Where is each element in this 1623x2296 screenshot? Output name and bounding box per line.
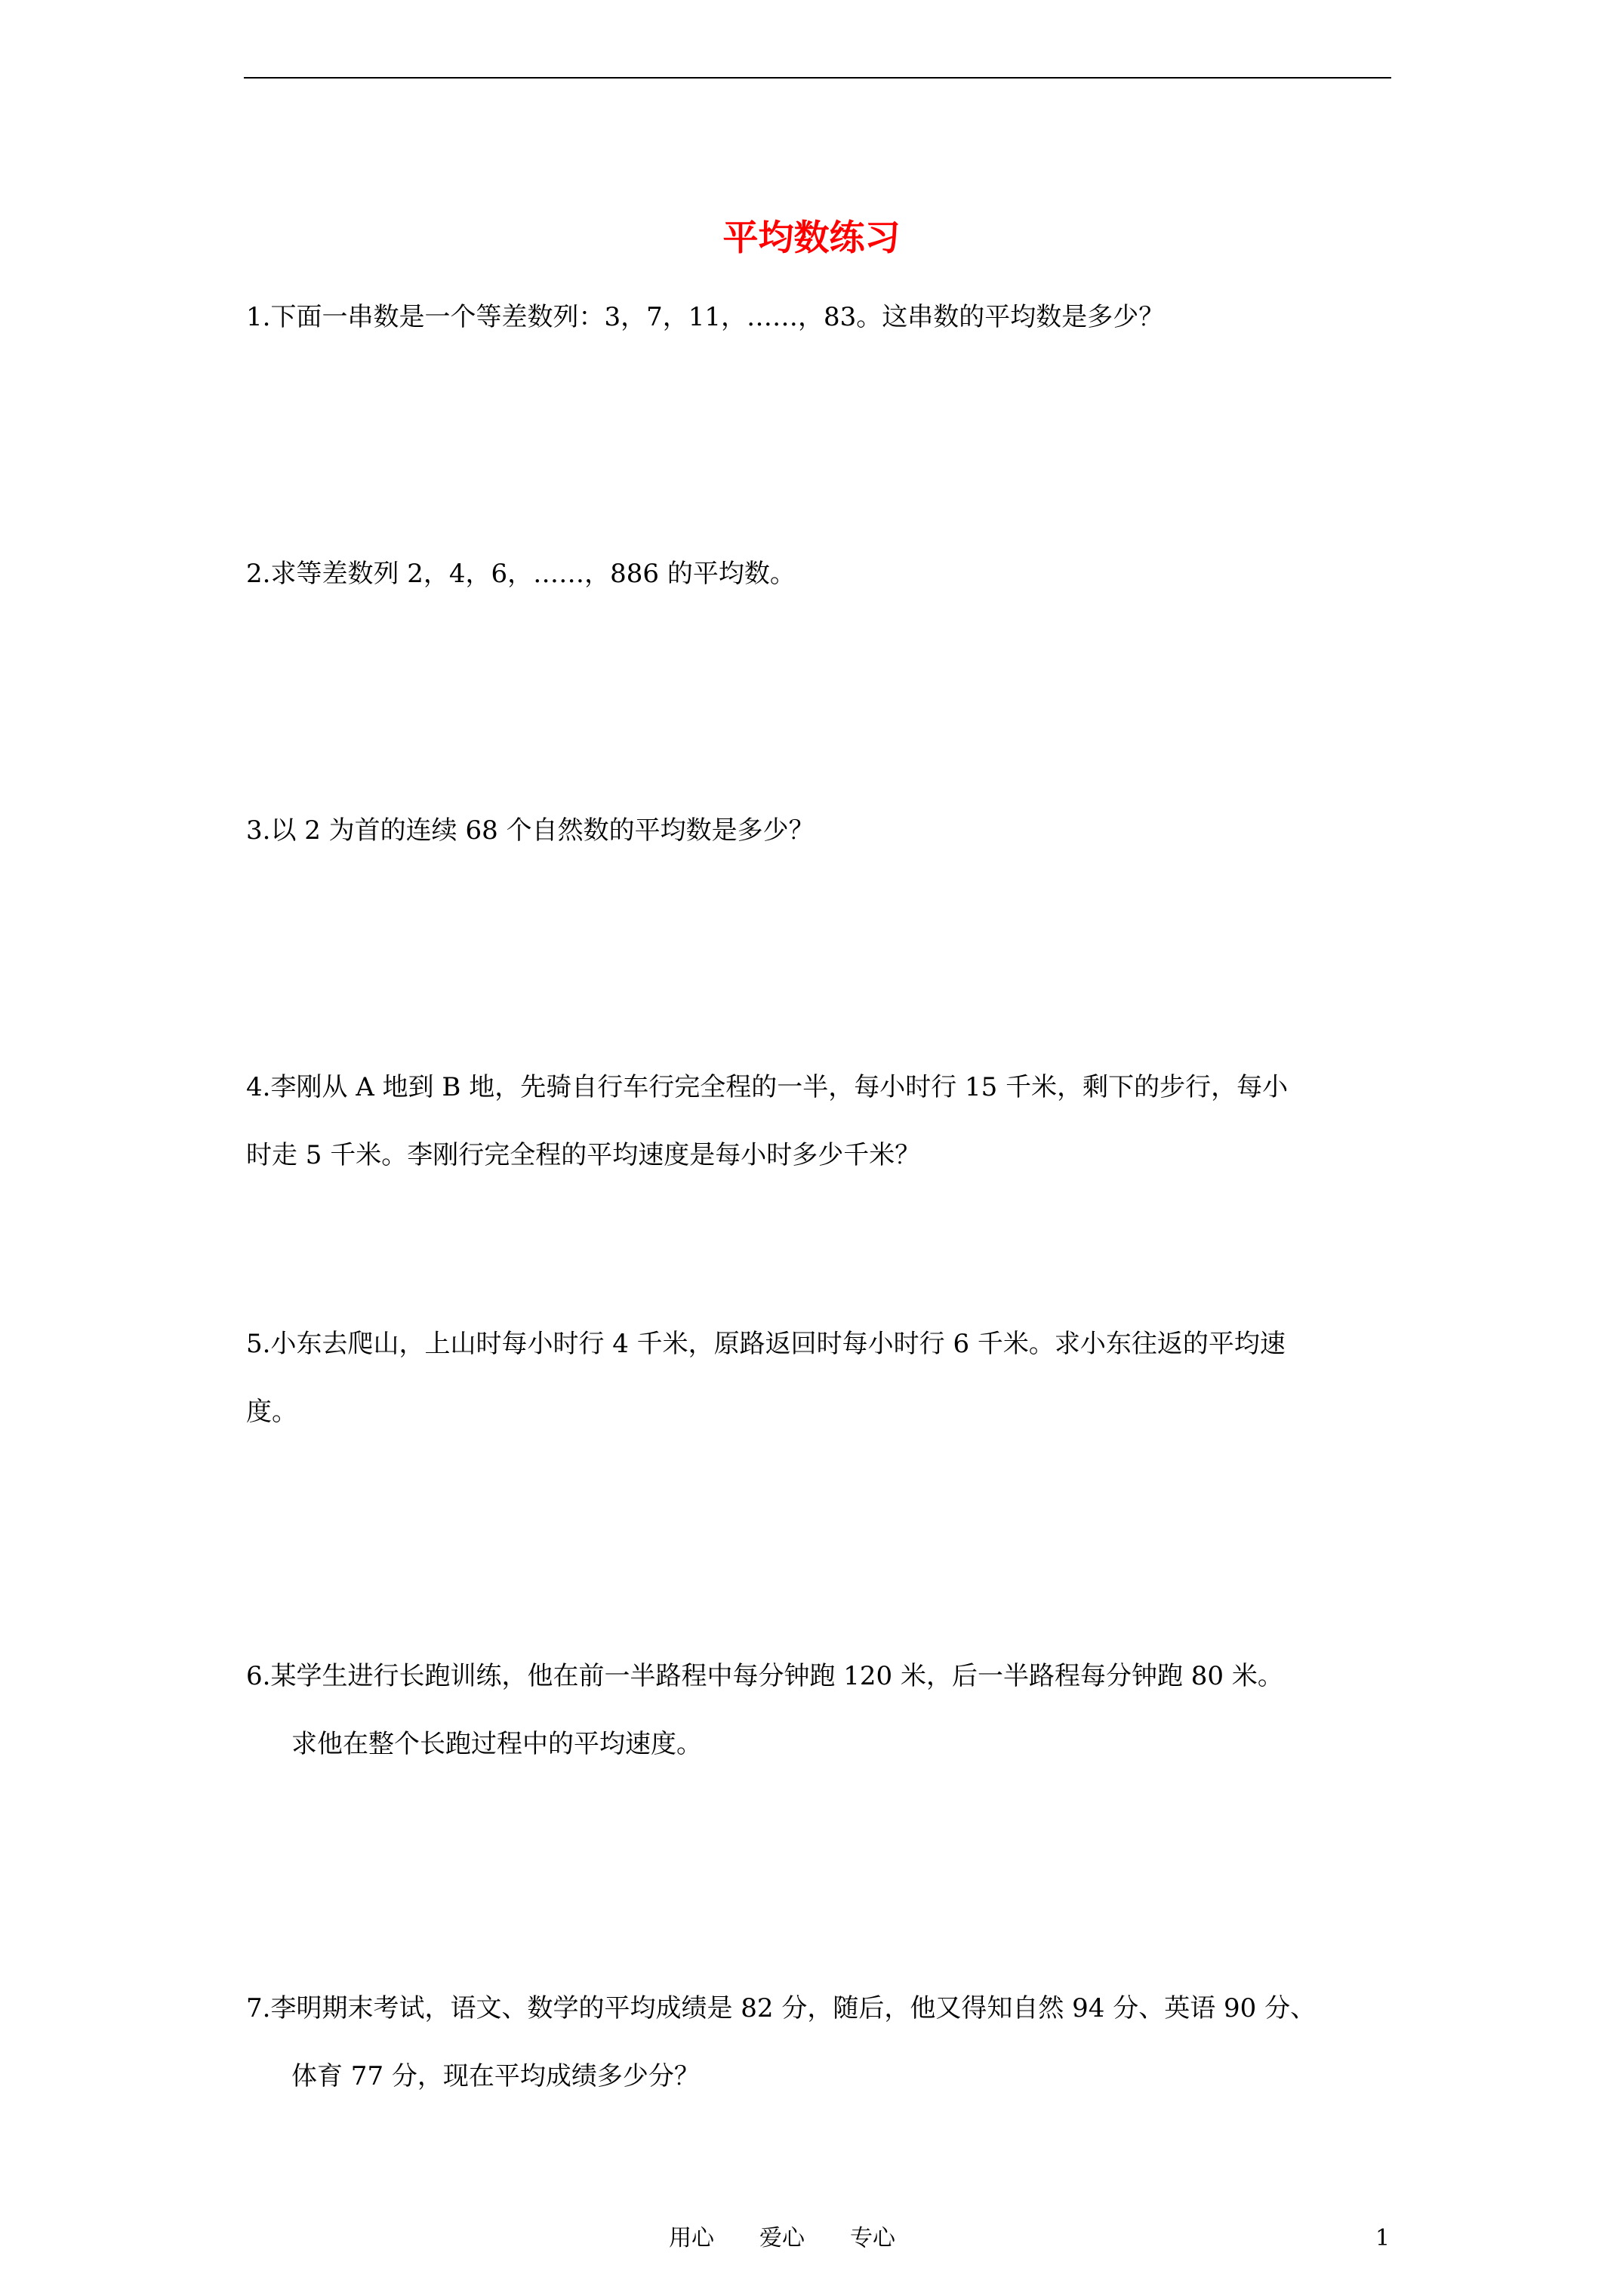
question-1-line-1: 1.下面一串数是一个等差数列：3，7，11，……，83。这串数的平均数是多少？ (246, 302, 1165, 332)
question-5-line-2: 度。 (246, 1397, 297, 1427)
question-6-line-1: 6.某学生进行长跑训练，他在前一半路程中每分钟跑 120 米，后一半路程每分钟跑 80 米。 (246, 1661, 1283, 1691)
question-4-line-1: 4.李刚从 A 地到 B 地，先骑自行车行完全程的一半，每小时行 15 千米，剩下的步行，每小 (246, 1072, 1289, 1102)
question-6-line-2: 求他在整个长跑过程中的平均速度。 (291, 1729, 702, 1759)
page-number: 1 (1375, 2225, 1390, 2251)
question-5 (246, 1310, 1394, 1446)
question-7-line-1: 7.李明期末考试，语文、数学的平均成绩是 82 分，随后，他又得知自然 94 分、英语 90 分、 (246, 1993, 1317, 2023)
question-7 (246, 1974, 1394, 2110)
question-4-line-2: 时走 5 千米。李刚行完全程的平均速度是每小时多少千米？ (246, 1140, 921, 1170)
question-1 (246, 283, 1394, 351)
question-2 (246, 540, 1394, 608)
header-rule (244, 77, 1391, 79)
question-6 (246, 1642, 1394, 1778)
question-3 (246, 797, 1394, 864)
question-2-line-1: 2.求等差数列 2，4，6，……，886 的平均数。 (246, 559, 796, 589)
question-3-line-1: 3.以 2 为首的连续 68 个自然数的平均数是多少？ (246, 815, 815, 846)
footer-motto: 用心 爱心 专心 (669, 2225, 895, 2251)
question-7-line-2: 体育 77 分，现在平均成绩多少分？ (291, 2061, 700, 2091)
page-title: 平均数练习 (722, 217, 901, 259)
page-footer (0, 2220, 1623, 2257)
question-5-line-1: 5.小东去爬山，上山时每小时行 4 千米，原路返回时每小时行 6 千米。求小东往返的平均速 (246, 1329, 1286, 1359)
question-4 (246, 1053, 1394, 1189)
